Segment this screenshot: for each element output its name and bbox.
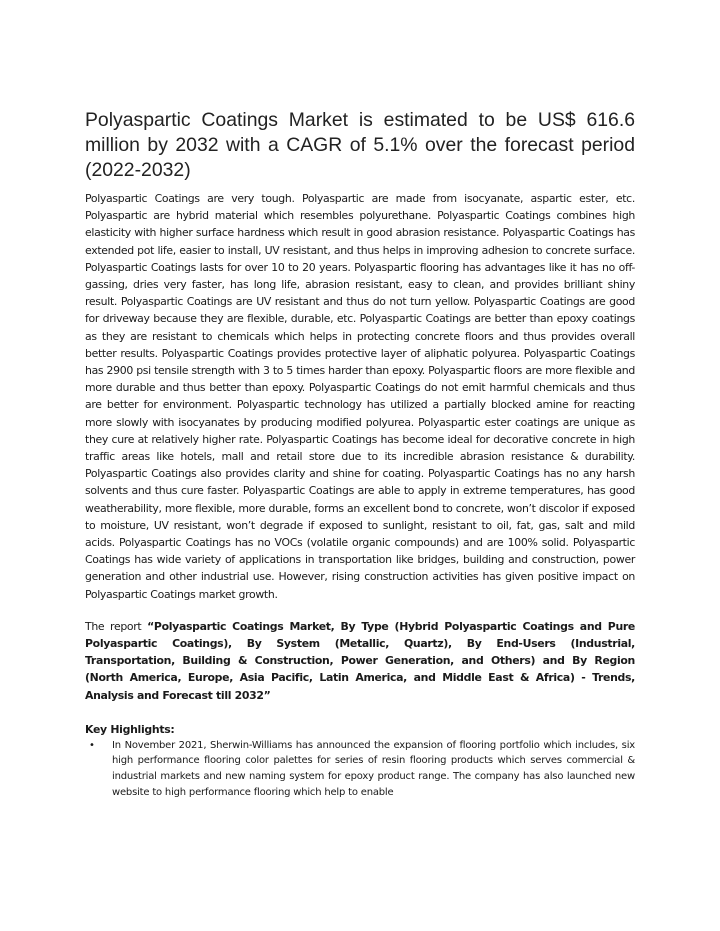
list-item-text: In November 2021, Sherwin-Williams has announced the expansion of flooring portfolio which includes, six high performance flooring color palettes for series of resin flooring products which serves commercial & industrial markets and new naming system for epoxy product range. The company has also launched new website to high performance flooring which help to enable <box>112 739 635 798</box>
intro-paragraph: Polyaspartic Coatings are very tough. Polyaspartic are made from isocyanate, aspartic ester, etc. Polyaspartic are hybrid material which resembles polyurethane. Polyaspartic Coatings combines high elasticity with higher surface hardness which result in good abrasion resistance. Polyaspartic Coatings has extended pot life, easier to install, UV resistant, and thus helps in improving adhesion to concrete surface. Polyaspartic Coatings lasts for over 10 to 20 years. Polyaspartic flooring has advantages like it has no off-gassing, dries very faster, has long life, abrasion resistant, easy to clean, and provides brilliant shiny result. Polyaspartic Coatings are UV resistant and thus do not turn yellow. Polyaspartic Coatings are good for driveway because they are flexible, durable, etc. Polyaspartic Coatings are better than epoxy coatings as they are resistant to chemicals which helps in protecting concrete floors and thus provides overall better results. Polyaspartic Coatings provides protective layer of aliphatic polyurea. Polyaspartic Coatings has 2900 psi tensile strength with 3 to 5 times harder than epoxy. Polyaspartic floors are more flexible and more durable and thus better than epoxy. Polyaspartic Coatings do not emit harmful chemicals and thus are better for environment. Polyaspartic technology has utilized a partially blocked amine for reacting more slowly with isocyanates by producing modified polyurea. Polyaspartic ester coatings are unique as they cure at relatively higher rate. Polyaspartic Coatings has become ideal for decorative concrete in high traffic areas like hotels, mall and retail store due to its incredible abrasion resistance & durability. Polyaspartic Coatings also provides clarity and shine for coating. Polyaspartic Coatings has no any harsh solvents and thus cure faster. Polyaspartic Coatings are able to apply in extreme temperatures, has good weatherability, more flexible, more durable, forms an excellent bond to concrete, won’t discolor if exposed to moisture, UV resistant, won’t degrade if exposed to sunlight, resistant to oil, fat, gas, salt and mild acids. Polyaspartic Coatings has no VOCs (volatile organic compounds) and are 100% solid. Polyaspartic Coatings has wide variety of applications in transportation like bridges, building and construction, power generation and other industrial use. However, rising construction activities has given positive impact on Polyaspartic Coatings market growth. <box>85 192 635 601</box>
bullet-icon: • <box>89 739 95 751</box>
key-highlights-heading: Key Highlights: <box>85 722 175 736</box>
list-item <box>85 738 635 800</box>
key-highlights-list <box>85 738 635 800</box>
report-title: “Polyaspartic Coatings Market, By Type (Hybrid Polyaspartic Coatings and Pure Polyaspartic Coatings), By System (Metallic, Quartz), By End-Users (Industrial, Transportation, Building & Construction, Power Generation, and Others) and By Region (North America, Europe, Asia Pacific, Latin America, and Middle East & Africa) - Trends, Analysis and Forecast till 2032” <box>85 619 635 702</box>
report-paragraph <box>85 618 635 704</box>
document-page <box>85 108 635 800</box>
report-prefix: The report <box>85 619 148 633</box>
document-title: Polyaspartic Coatings Market is estimated to be US$ 616.6 million by 2032 with a CAGR of 5.1% over the forecast period (2022-2032) <box>85 109 635 181</box>
